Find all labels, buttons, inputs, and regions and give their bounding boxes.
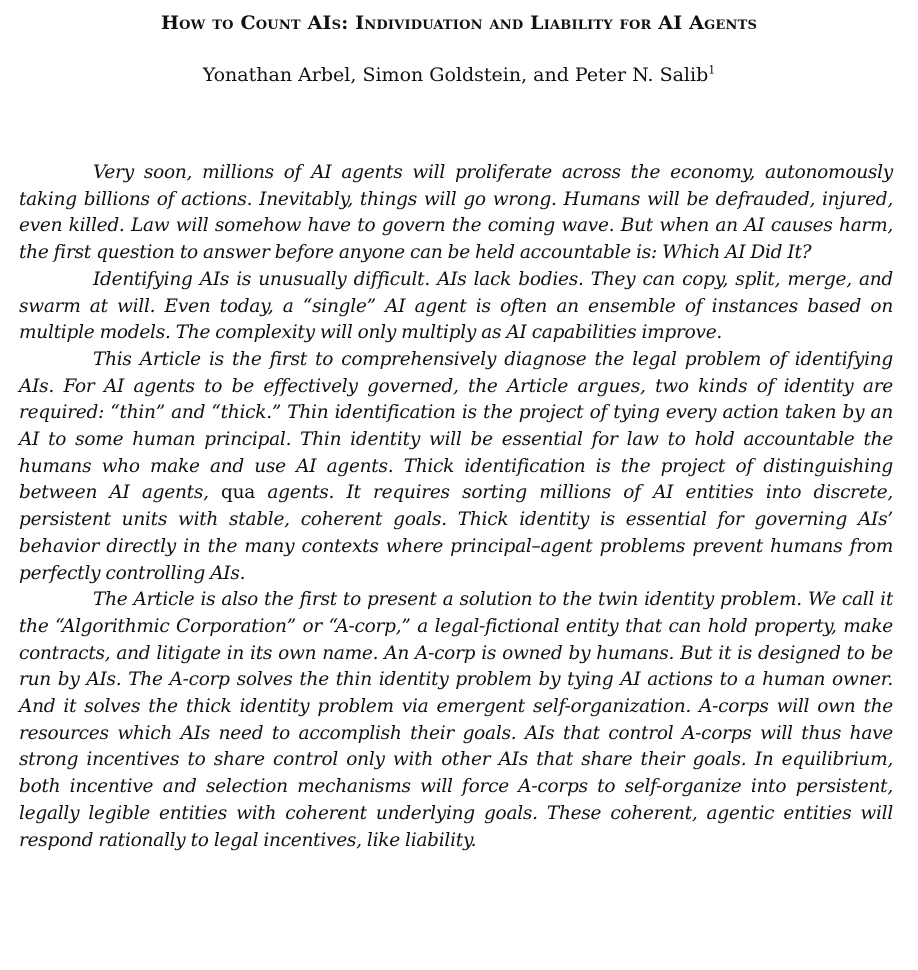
author-line <box>0 64 918 86</box>
footnote-marker[interactable]: 1 <box>708 63 716 77</box>
paragraph-3-text-after: agents. It requires sorting millions of AI entities into discrete, persistent units with stable, coherent goals. Thick identity is essential for governing AIs’ behavior directly in the many contexts where principal–agent problems prevent humans from perfectly controlling AIs. <box>19 482 893 584</box>
abstract-paragraph-3 <box>19 347 893 587</box>
abstract-paragraph-2: Identifying AIs is unusually difficult. AIs lack bodies. They can copy, split, merge, and swarm at will. Even today, a “single” AI agent is often an ensemble of instances based on multiple models. The complexity will only multiply as AI capabilities improve. <box>19 268 893 344</box>
latin-term-qua: qua <box>221 482 256 504</box>
paper-title: How to Count AIs: Individuation and Liability for AI Agents <box>160 12 758 34</box>
author-names: Yonathan Arbel, Simon Goldstein, and Peter N. Salib <box>202 64 709 86</box>
abstract-paragraph-1: Very soon, millions of AI agents will proliferate across the economy, autonomously taking billions of actions. Inevitably, things will go wrong. Humans will be defrauded, injured, even killed. Law will somehow have to govern the coming wave. But when an AI causes harm, the first question to answer before anyone can be held accountable is: Which AI Did It? <box>19 162 893 264</box>
paragraph-3-text-before: This Article is the first to comprehensively diagnose the legal problem of identifying AIs. For AI agents to be effectively governed, the Article argues, two kinds of identity are required: “thin” and “thick.” Thin identification is the project of tying every action taken by an AI to some human principal. Thin identity will be essential for law to hold accountable the humans who make and use AI agents. Thick identification is the project of distinguishing between AI agents, <box>19 348 893 504</box>
abstract-paragraph-4: The Article is also the first to present a solution to the twin identity problem. We call it the “Algorithmic Corporation” or “A-corp,” a legal-fictional entity that can hold property, make contracts, and litigate in its own name. An A-corp is owned by humans. But it is designed to be run by AIs. The A-corp solves the thin identity problem by tying AI actions to a human owner. And it solves the thick identity problem via emergent self-organization. A-corps will own the resources which AIs need to accomplish their goals. AIs that control A-corps will thus have strong incentives to share control only with other AIs that share their goals. In equilibrium, both incentive and selection mechanisms will force A-corps to self-organize into persistent, legally legible entities with coherent underlying goals. These coherent, agentic entities will respond rationally to legal incentives, like liability. <box>19 589 893 851</box>
abstract <box>19 160 893 854</box>
